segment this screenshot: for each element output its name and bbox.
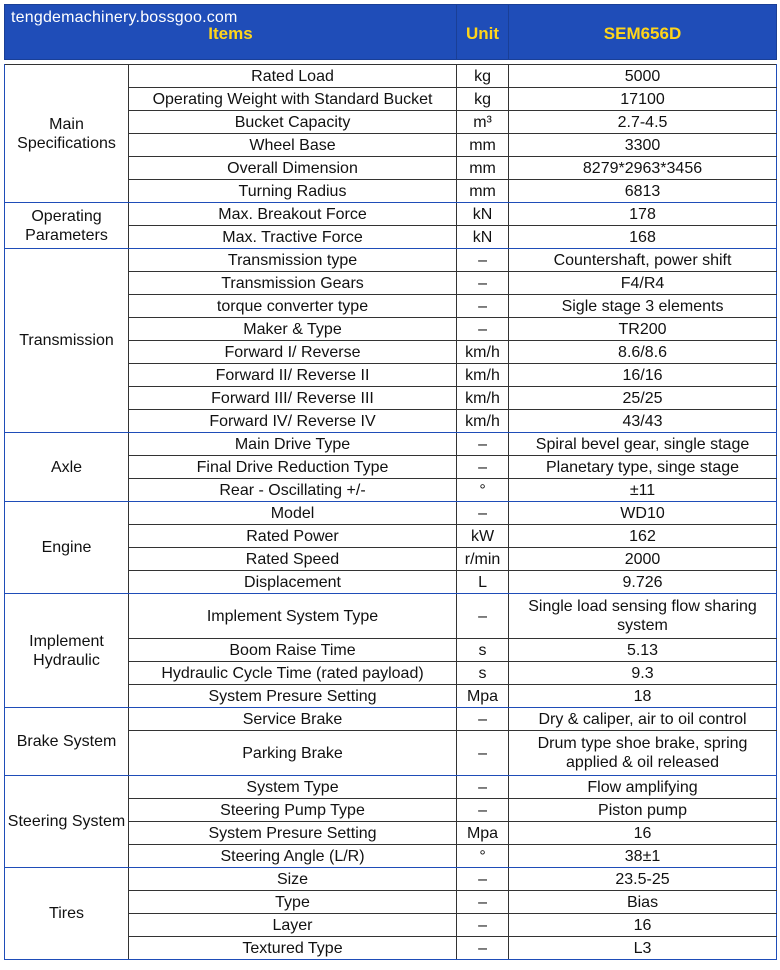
unit-cell: – [457,708,509,731]
unit-cell: – [457,891,509,914]
item-cell: System Presure Setting [129,685,457,708]
header-items-label: Items [208,24,253,43]
item-cell: Textured Type [129,937,457,960]
category-cell: Brake System [5,708,129,776]
unit-cell: – [457,502,509,525]
unit-cell: ° [457,845,509,868]
item-cell: System Presure Setting [129,822,457,845]
unit-cell: – [457,868,509,891]
category-cell: Axle [5,433,129,502]
category-cell: Implement Hydraulic [5,594,129,708]
value-cell: 5.13 [509,639,777,662]
value-cell: 168 [509,226,777,249]
table-row [5,868,777,891]
unit-cell: – [457,937,509,960]
unit-cell: r/min [457,548,509,571]
item-cell: Rated Load [129,65,457,88]
item-cell: Wheel Base [129,134,457,157]
item-cell: System Type [129,776,457,799]
item-cell: Service Brake [129,708,457,731]
unit-cell: – [457,914,509,937]
unit-cell: – [457,272,509,295]
table-row [5,65,777,88]
item-cell: Forward I/ Reverse [129,341,457,364]
item-cell: Size [129,868,457,891]
spec-table [4,4,777,960]
value-cell: F4/R4 [509,272,777,295]
value-cell: 8.6/8.6 [509,341,777,364]
category-cell: Transmission [5,249,129,433]
unit-cell: Mpa [457,685,509,708]
item-cell: Maker & Type [129,318,457,341]
unit-cell: km/h [457,364,509,387]
item-cell: Max. Breakout Force [129,203,457,226]
unit-cell: s [457,662,509,685]
header-unit-cell [457,5,509,60]
value-cell: 8279*2963*3456 [509,157,777,180]
value-cell: 18 [509,685,777,708]
unit-cell: – [457,433,509,456]
value-cell: 23.5-25 [509,868,777,891]
item-cell: Model [129,502,457,525]
unit-cell: – [457,799,509,822]
table-row [5,776,777,799]
unit-cell: mm [457,134,509,157]
value-cell: Dry & caliper, air to oil control [509,708,777,731]
unit-cell: – [457,731,509,776]
value-cell: Flow amplifying [509,776,777,799]
item-cell: Overall Dimension [129,157,457,180]
item-cell: Boom Raise Time [129,639,457,662]
unit-cell: kN [457,203,509,226]
header-model-label: SEM656D [603,24,682,43]
header-unit-label: Unit [465,24,500,43]
value-cell: 3300 [509,134,777,157]
header-items-cell [5,5,457,60]
watermark-text: tengdemachinery.bossgoo.com [11,9,238,26]
item-cell: Steering Pump Type [129,799,457,822]
item-cell: Forward III/ Reverse III [129,387,457,410]
value-cell: Single load sensing flow sharing system [509,594,777,639]
unit-cell: mm [457,180,509,203]
item-cell: Forward II/ Reverse II [129,364,457,387]
table-row [5,594,777,639]
value-cell: 16 [509,914,777,937]
table-row [5,708,777,731]
unit-cell: L [457,571,509,594]
spec-table-container [4,4,776,960]
unit-cell: Mpa [457,822,509,845]
value-cell: ±11 [509,479,777,502]
category-cell: Main Specifications [5,65,129,203]
table-row [5,433,777,456]
value-cell: L3 [509,937,777,960]
item-cell: Rated Speed [129,548,457,571]
item-cell: Rear - Oscillating +/- [129,479,457,502]
item-cell: Bucket Capacity [129,111,457,134]
header-row [5,5,777,60]
value-cell: 16 [509,822,777,845]
unit-cell: kg [457,65,509,88]
value-cell: 9.3 [509,662,777,685]
header-model-cell [509,5,777,60]
item-cell: Implement System Type [129,594,457,639]
item-cell: Final Drive Reduction Type [129,456,457,479]
item-cell: Operating Weight with Standard Bucket [129,88,457,111]
value-cell: 162 [509,525,777,548]
value-cell: 9.726 [509,571,777,594]
item-cell: Turning Radius [129,180,457,203]
unit-cell: mm [457,157,509,180]
category-cell: Steering System [5,776,129,868]
unit-cell: – [457,249,509,272]
item-cell: Parking Brake [129,731,457,776]
item-cell: Transmission Gears [129,272,457,295]
unit-cell: km/h [457,410,509,433]
item-cell: Max. Tractive Force [129,226,457,249]
category-cell: Operating Parameters [5,203,129,249]
unit-cell: – [457,456,509,479]
value-cell: 16/16 [509,364,777,387]
category-cell: Engine [5,502,129,594]
unit-cell: km/h [457,387,509,410]
value-cell: WD10 [509,502,777,525]
unit-cell: ° [457,479,509,502]
spec-table-body [5,65,777,960]
item-cell: torque converter type [129,295,457,318]
value-cell: 6813 [509,180,777,203]
value-cell: TR200 [509,318,777,341]
table-row [5,249,777,272]
unit-cell: kW [457,525,509,548]
value-cell: Piston pump [509,799,777,822]
unit-cell: kN [457,226,509,249]
table-row [5,502,777,525]
unit-cell: m³ [457,111,509,134]
value-cell: 178 [509,203,777,226]
value-cell: Drum type shoe brake, spring applied & oil released [509,731,777,776]
item-cell: Main Drive Type [129,433,457,456]
unit-cell: – [457,295,509,318]
value-cell: Sigle stage 3 elements [509,295,777,318]
value-cell: Countershaft, power shift [509,249,777,272]
item-cell: Displacement [129,571,457,594]
item-cell: Steering Angle (L/R) [129,845,457,868]
value-cell: 2000 [509,548,777,571]
item-cell: Layer [129,914,457,937]
item-cell: Transmission type [129,249,457,272]
category-cell: Tires [5,868,129,960]
value-cell: 25/25 [509,387,777,410]
value-cell: 43/43 [509,410,777,433]
unit-cell: – [457,776,509,799]
unit-cell: s [457,639,509,662]
unit-cell: – [457,594,509,639]
value-cell: Planetary type, singe stage [509,456,777,479]
value-cell: Bias [509,891,777,914]
item-cell: Forward IV/ Reverse IV [129,410,457,433]
value-cell: 5000 [509,65,777,88]
unit-cell: km/h [457,341,509,364]
value-cell: Spiral bevel gear, single stage [509,433,777,456]
unit-cell: kg [457,88,509,111]
unit-cell: – [457,318,509,341]
item-cell: Type [129,891,457,914]
value-cell: 17100 [509,88,777,111]
value-cell: 2.7-4.5 [509,111,777,134]
table-row [5,203,777,226]
value-cell: 38±1 [509,845,777,868]
item-cell: Hydraulic Cycle Time (rated payload) [129,662,457,685]
item-cell: Rated Power [129,525,457,548]
